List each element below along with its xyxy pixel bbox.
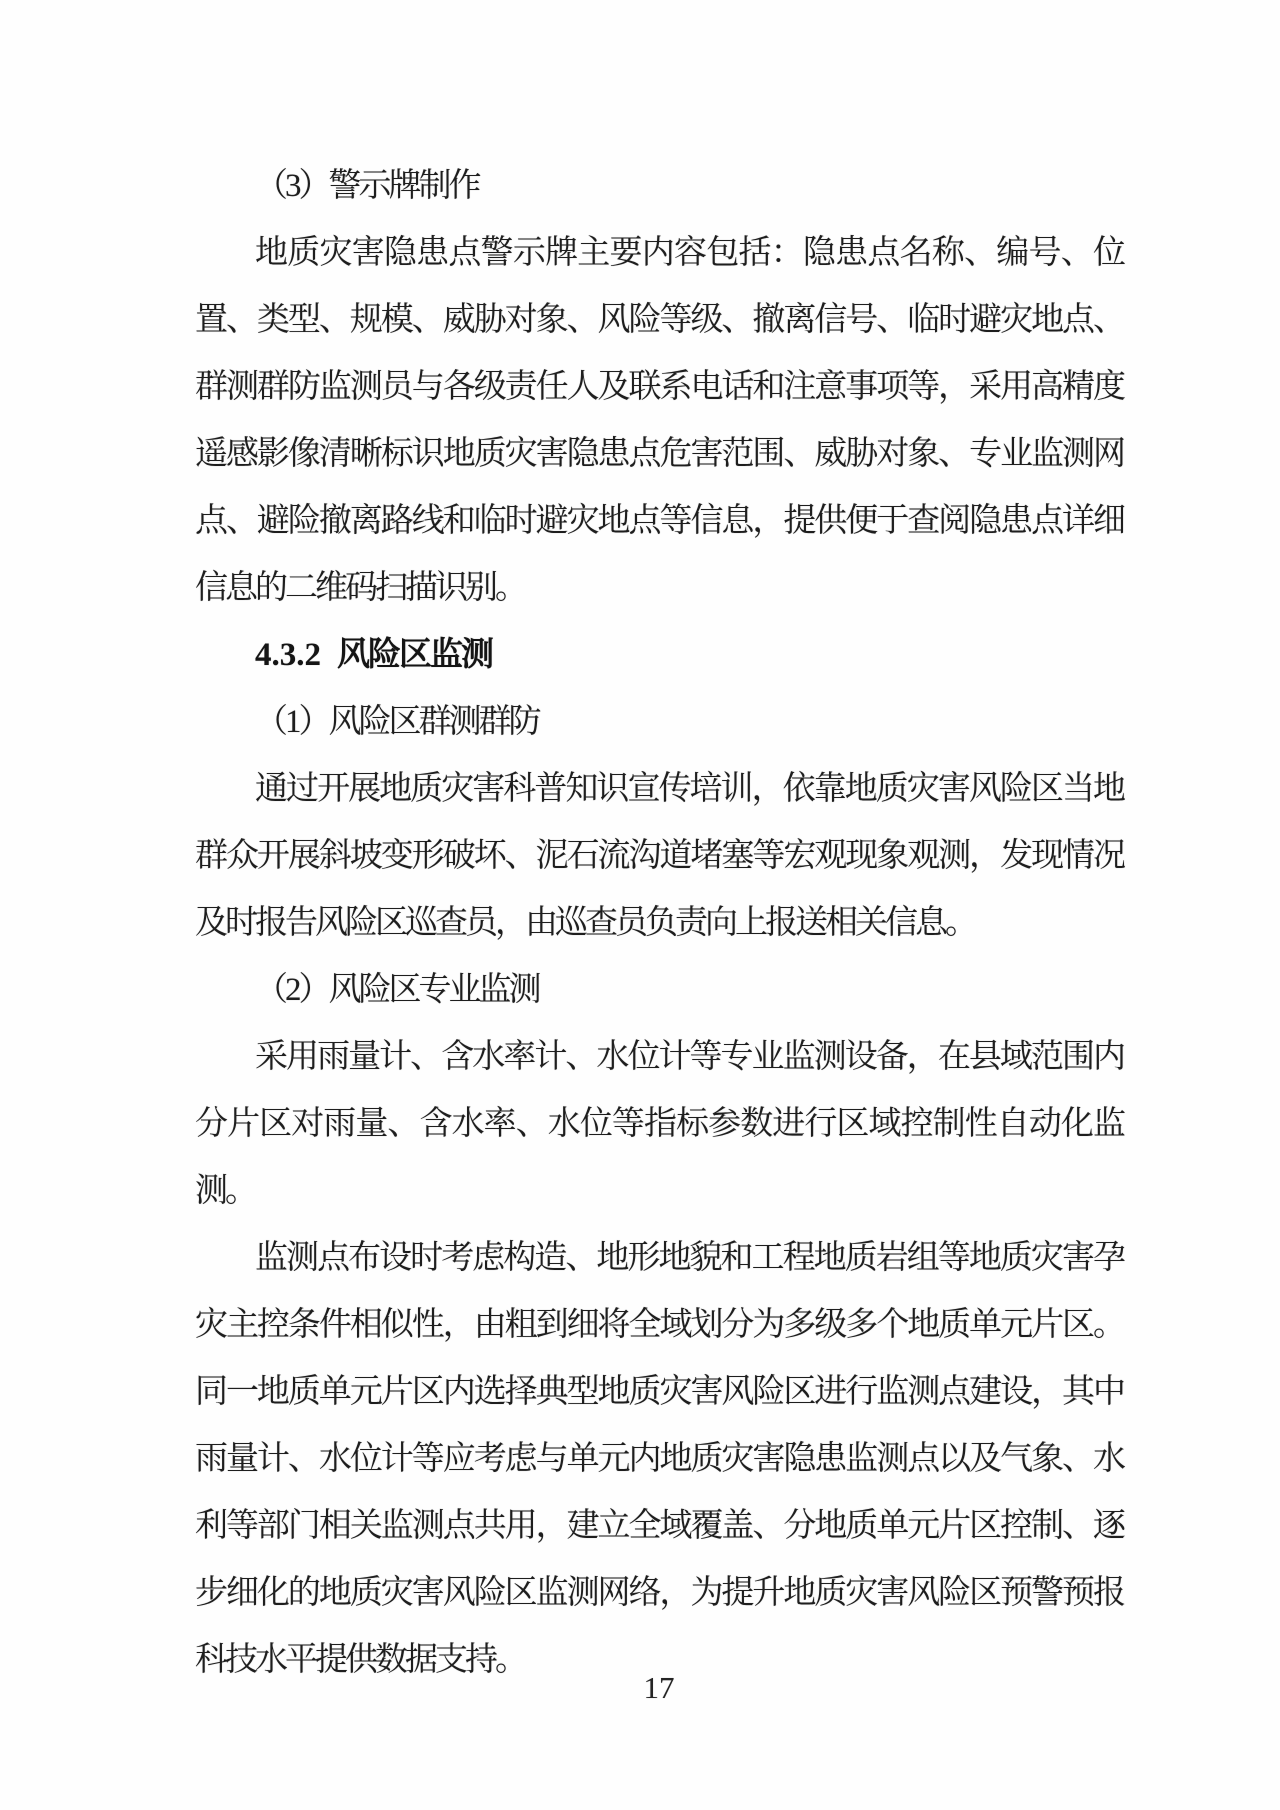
list-label-risk-zone-professional-monitoring: （2）风险区专业监测 [255,972,539,1008]
para-professional-monitoring-equipment: 采用雨量计、含水率计、水位计等专业监测设备，在县域范围内分片区对雨量、含水率、水位等指标参数进行区域控制性自动化监测。 [195,1039,1123,1209]
para-group-monitoring-detail: 通过开展地质灾害科普知识宣传培训，依靠地质灾害风险区当地群众开展斜坡变形破坏、泥石流沟道堵塞等宏观现象观测，发现情况及时报告风险区巡查员，由巡查员负责向上报送相关信息。 [195,771,1123,941]
heading-section-title: 风险区监测 [337,637,492,673]
page-number: 17 [643,1670,675,1705]
list-label-risk-zone-group-monitoring: （1）风险区群测群防 [255,704,539,740]
para-warning-sign-contents: 地质灾害隐患点警示牌主要内容包括：隐患点名称、编号、位置、类型、规模、威胁对象、风险等级、撤离信号、临时避灾地点、群测群防监测员与各级责任人及联系电话和注意事项等，采用高精度遥感影像清晰标识地质灾害隐患点危害范围、威胁对象、专业监测网点、避险撤离路线和临时避灾地点等信息，提供便于查阅隐患点详细信息的二维码扫描识别。 [195,235,1123,606]
para-monitoring-point-layout: 监测点布设时考虑构造、地形地貌和工程地质岩组等地质灾害孕灾主控条件相似性，由粗到细将全域划分为多级多个地质单元片区。同一地质单元片区内选择典型地质灾害风险区进行监测点建设，其中雨量计、水位计等应考虑与单元内地质灾害隐患监测点以及气象、水利等部门相关监测点共用，建立全域覆盖、分地质单元片区控制、逐步细化的地质灾害风险区监测网络，为提升地质灾害风险区预警预报科技水平提供数据支持。 [195,1240,1123,1678]
heading-section-number: 4.3.2 [255,637,321,673]
page-body [195,153,1123,1694]
list-label-warning-sign-making: （3）警示牌制作 [255,168,479,204]
heading-4-3-2-risk-zone-monitoring [195,622,1123,689]
